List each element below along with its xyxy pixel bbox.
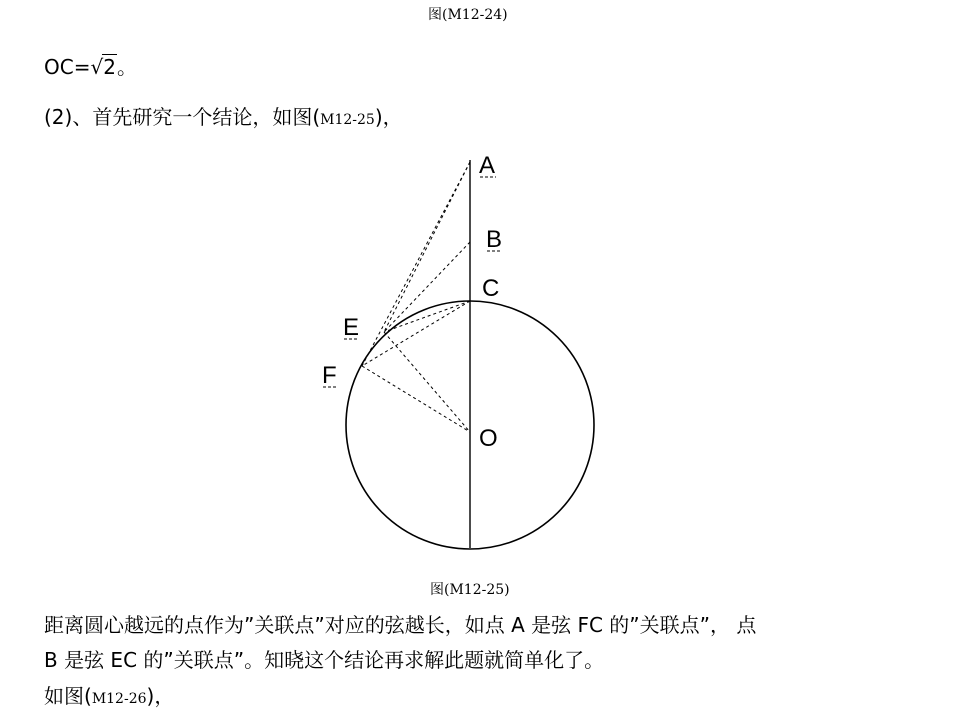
geometry-figure — [300, 140, 620, 580]
last-line-figure-ref: M12-26 — [91, 691, 147, 707]
part2-figure-ref: M12-25 — [320, 112, 375, 128]
paragraph-line-2: B 是弦 EC 的”关联点”。知晓这个结论再求解此题就简单化了。 — [44, 648, 605, 672]
label-A: A — [479, 152, 496, 179]
bottom-figure-caption: 图(M12-25) — [430, 582, 510, 598]
last-line-end: )， — [146, 684, 175, 708]
sqrt-radicand: 2 — [103, 55, 116, 79]
top-figure-caption: 图(M12-24) — [428, 7, 508, 23]
oc-equation — [44, 54, 137, 80]
paragraph-line-1: 距离圆心越远的点作为”关联点”对应的弦越长，如点 A 是弦 FC 的”关联点”， 点 — [44, 613, 757, 637]
part2-text: (2)、首先研究一个结论，如图( — [44, 105, 321, 129]
dashed-line-A-F — [362, 162, 470, 366]
label-E: E — [343, 314, 360, 341]
part2-heading — [44, 104, 403, 133]
last-line — [44, 683, 174, 712]
label-B: B — [486, 226, 503, 253]
oc-prefix: OC= — [44, 55, 91, 79]
label-C: C — [482, 275, 500, 302]
sqrt-expression — [90, 54, 116, 80]
dashed-line-B-E — [384, 242, 470, 332]
last-line-text: 如图( — [44, 684, 92, 708]
dashed-line-F-O — [362, 366, 470, 432]
dashed-line-C-F — [362, 301, 470, 366]
part2-end: )， — [374, 105, 403, 129]
label-O: O — [479, 425, 498, 452]
sqrt-symbol: √ — [90, 55, 104, 79]
dashed-line-E-O — [384, 332, 470, 432]
oc-suffix: 。 — [116, 55, 137, 79]
label-F: F — [322, 362, 337, 389]
dashed-line-A-E — [384, 162, 470, 332]
